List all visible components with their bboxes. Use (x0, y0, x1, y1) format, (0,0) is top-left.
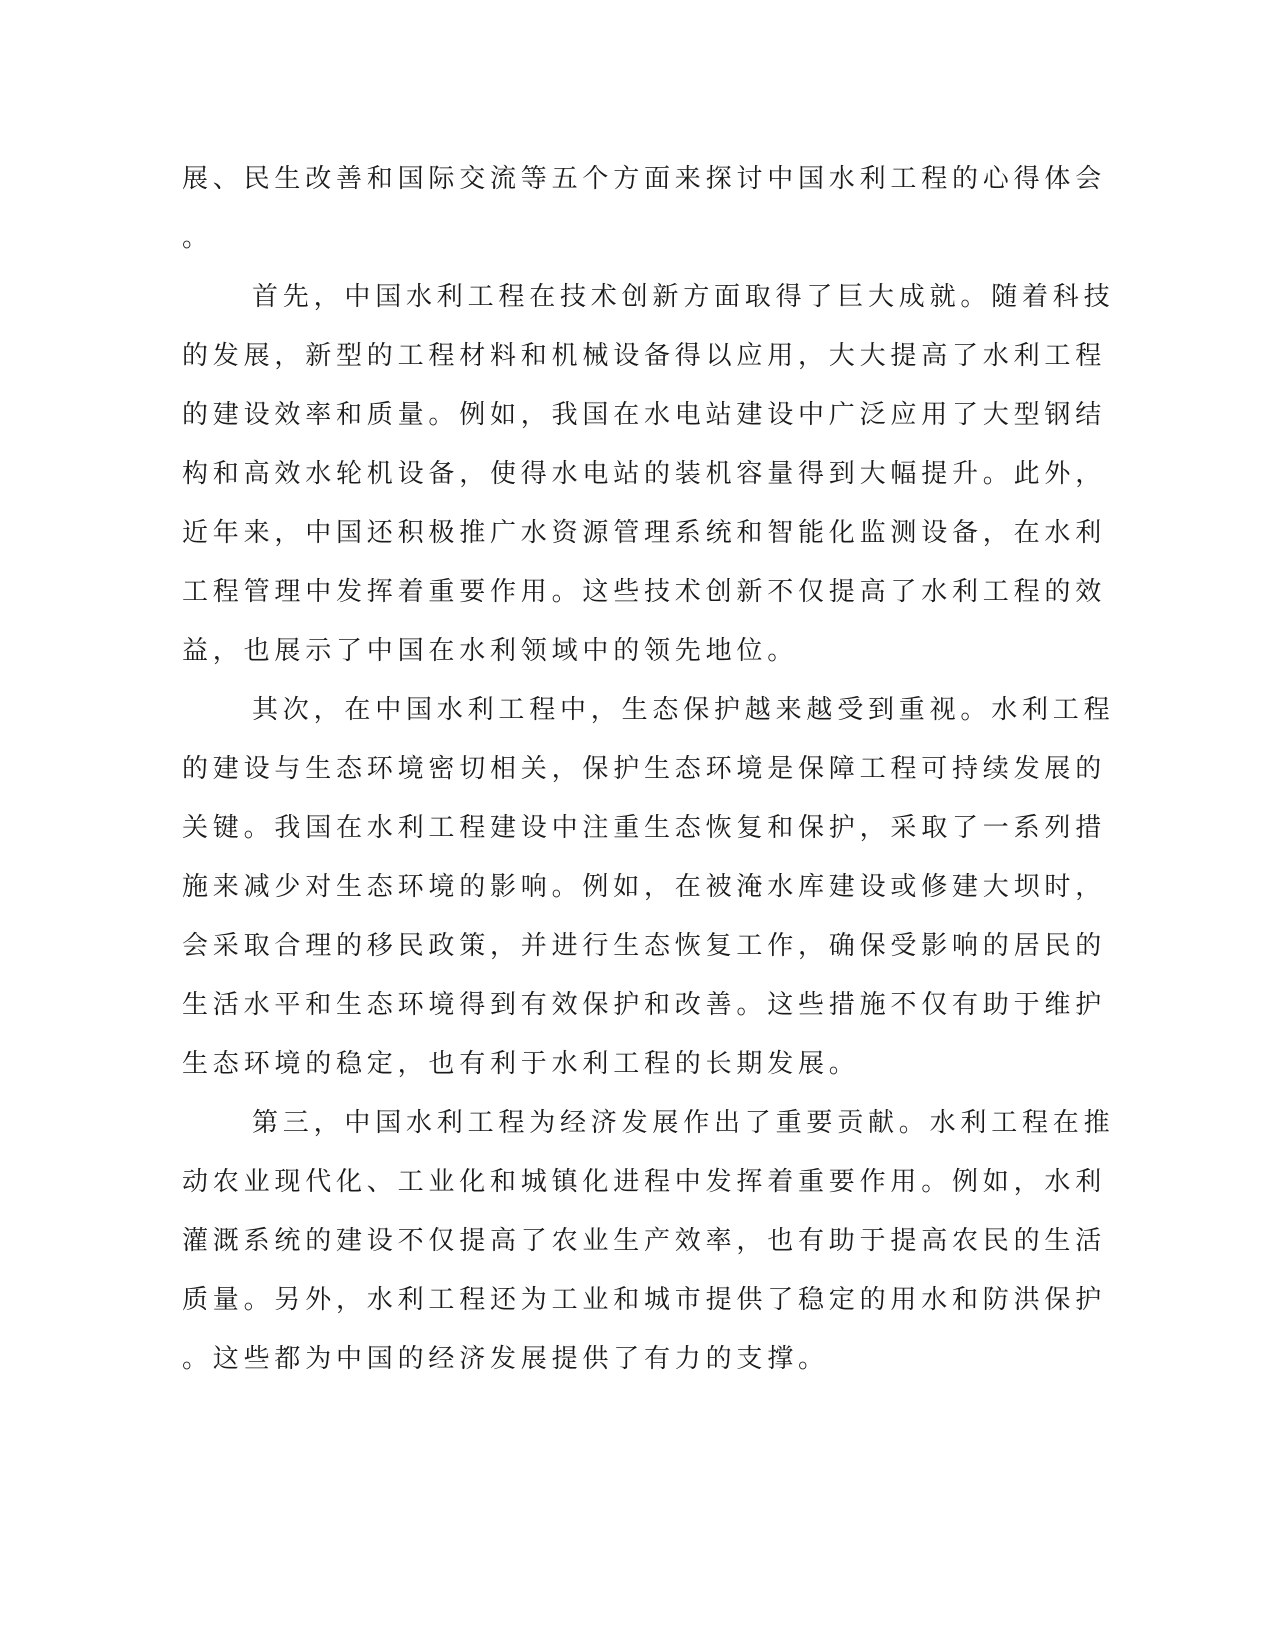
paragraph-continuation (182, 150, 1107, 268)
paragraph-ecology (182, 681, 1115, 1094)
text-line: 。这些都为中国的经济发展提供了有力的支撑。 (182, 1344, 829, 1374)
text-line: 首先，中国水利工程在技术创新方面取得了巨大成就。随着科技 (252, 282, 1115, 312)
text-line: 灌溉系统的建设不仅提高了农业生产效率，也有助于提高农民的生活 (182, 1226, 1107, 1256)
paragraph-technology (182, 268, 1115, 681)
text-line: 的发展，新型的工程材料和机械设备得以应用，大大提高了水利工程 (182, 341, 1107, 371)
text-line: 的建设与生态环境密切相关，保护生态环境是保障工程可持续发展的 (182, 754, 1107, 784)
text-line: 施来减少对生态环境的影响。例如，在被淹水库建设或修建大坝时， (182, 872, 1107, 902)
text-line: 生态环境的稳定，也有利于水利工程的长期发展。 (182, 1049, 860, 1079)
text-line: 质量。另外，水利工程还为工业和城市提供了稳定的用水和防洪保护 (182, 1285, 1107, 1315)
body-text (182, 150, 1115, 1389)
text-line: 近年来，中国还积极推广水资源管理系统和智能化监测设备，在水利 (182, 518, 1107, 548)
text-line: 。 (182, 223, 213, 253)
text-line: 生活水平和生态环境得到有效保护和改善。这些措施不仅有助于维护 (182, 990, 1107, 1020)
paragraph-economy (182, 1094, 1115, 1389)
text-line: 关键。我国在水利工程建设中注重生态恢复和保护，采取了一系列措 (182, 813, 1107, 843)
text-line: 构和高效水轮机设备，使得水电站的装机容量得到大幅提升。此外， (182, 459, 1107, 489)
text-line: 的建设效率和质量。例如，我国在水电站建设中广泛应用了大型钢结 (182, 400, 1107, 430)
text-line: 动农业现代化、工业化和城镇化进程中发挥着重要作用。例如，水利 (182, 1167, 1107, 1197)
text-line: 其次，在中国水利工程中，生态保护越来越受到重视。水利工程 (252, 695, 1115, 725)
text-line: 益，也展示了中国在水利领域中的领先地位。 (182, 636, 799, 666)
text-line: 会采取合理的移民政策，并进行生态恢复工作，确保受影响的居民的 (182, 931, 1107, 961)
text-line: 展、民生改善和国际交流等五个方面来探讨中国水利工程的心得体会 (182, 164, 1107, 194)
text-line: 工程管理中发挥着重要作用。这些技术创新不仅提高了水利工程的效 (182, 577, 1107, 607)
text-line: 第三，中国水利工程为经济发展作出了重要贡献。水利工程在推 (252, 1108, 1115, 1138)
